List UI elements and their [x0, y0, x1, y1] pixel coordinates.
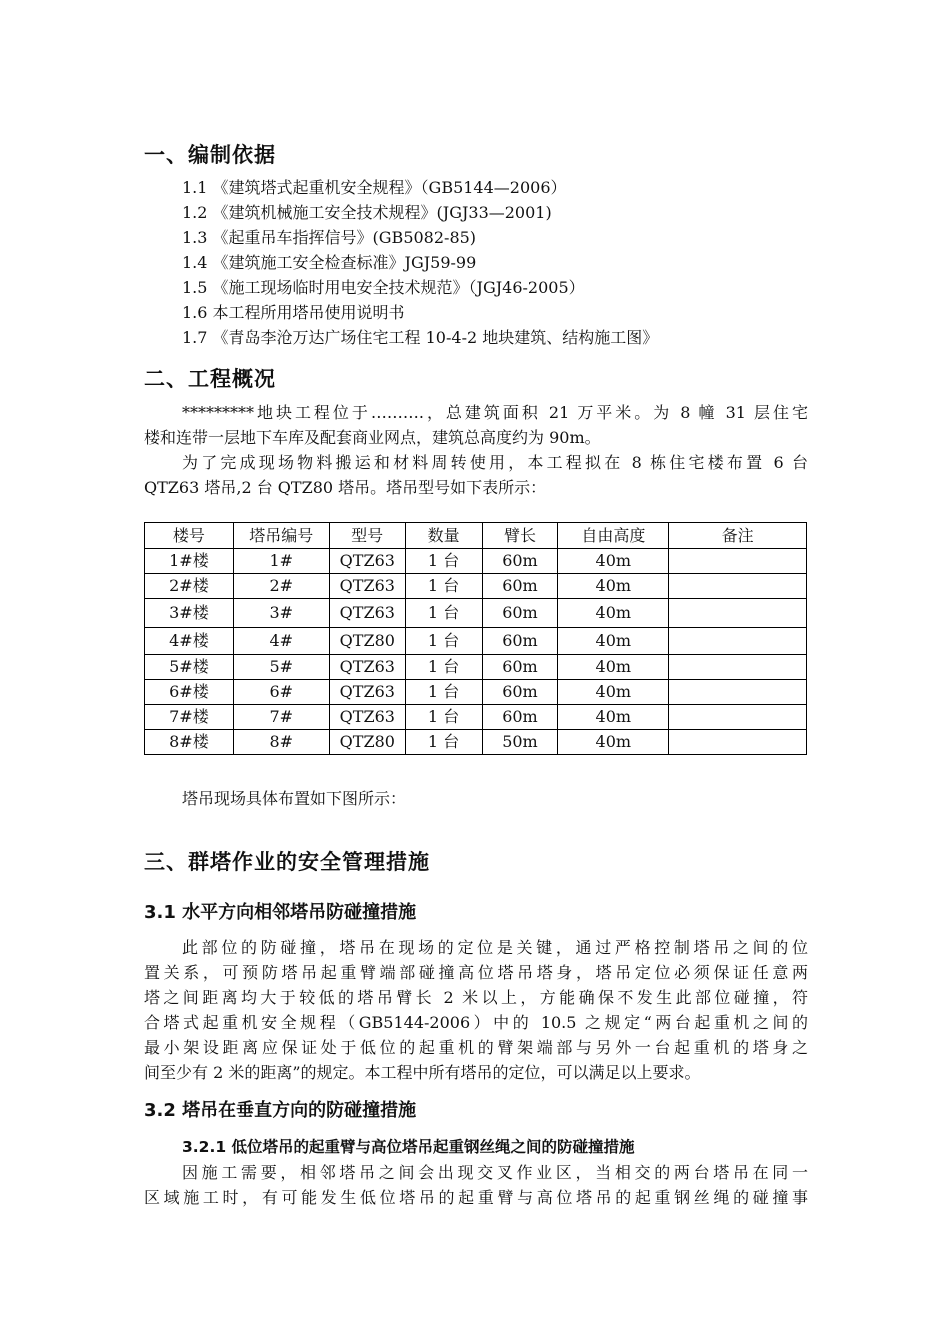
subsection-3-2-title: 3.2 塔吊在垂直方向的防碰撞措施 — [144, 1100, 417, 1121]
table-header-row — [145, 523, 807, 549]
reference-item: 1.4 《建筑施工安全检查标准》JGJ59-99 — [182, 253, 477, 272]
column-header: 楼号 — [145, 523, 234, 549]
column-header: 臂长 — [482, 523, 558, 549]
table-cell: 60m — [482, 599, 558, 628]
reference-item: 1.2 《建筑机械施工安全技术规程》(JGJ33—2001) — [182, 203, 552, 222]
table-cell: QTZ63 — [329, 549, 405, 574]
section-1-title: 一、编制依据 — [144, 143, 276, 167]
table-row — [145, 730, 807, 755]
table-cell: 40m — [558, 549, 669, 574]
overview-paragraph-line: QTZ63 塔吊,2 台 QTZ80 塔吊。塔吊型号如下表所示： — [144, 478, 547, 497]
column-header: 备注 — [669, 523, 807, 549]
table-row — [145, 655, 807, 680]
table-cell: QTZ80 — [329, 730, 405, 755]
column-header: 数量 — [405, 523, 482, 549]
column-header: 型号 — [329, 523, 405, 549]
table-cell: 1 台 — [405, 730, 482, 755]
table-cell: 1 台 — [405, 549, 482, 574]
table-cell: QTZ63 — [329, 574, 405, 599]
layout-note: 塔吊现场具体布置如下图所示： — [182, 789, 407, 808]
table-cell: QTZ63 — [329, 680, 405, 705]
table-cell: 1 台 — [405, 599, 482, 628]
table-cell: QTZ63 — [329, 599, 405, 628]
table-cell: 40m — [558, 655, 669, 680]
table-cell: 1 台 — [405, 705, 482, 730]
section-3-title: 三、群塔作业的安全管理措施 — [144, 850, 430, 874]
body-line: 最小架设距离应保证处于低位的起重机的臂架端部与另外一台起重机的塔身之 — [144, 1038, 808, 1057]
table-cell: 60m — [482, 705, 558, 730]
column-header: 自由高度 — [558, 523, 669, 549]
table-cell: 40m — [558, 730, 669, 755]
table-cell — [669, 628, 807, 655]
table-cell: 40m — [558, 680, 669, 705]
table-cell: QTZ63 — [329, 705, 405, 730]
table-cell: 7#楼 — [145, 705, 234, 730]
reference-item: 1.6 本工程所用塔吊使用说明书 — [182, 303, 405, 322]
body-line: 塔之间距离均大于较低的塔吊臂长 2 米以上，方能确保不发生此部位碰撞，符 — [144, 988, 808, 1007]
table-row — [145, 628, 807, 655]
table-row — [145, 549, 807, 574]
overview-paragraph-line: *********地块工程位于……….，总建筑面积 21 万平米。为 8 幢 31 层住宅 — [182, 403, 808, 422]
table-cell: 1# — [233, 549, 329, 574]
table-cell: 40m — [558, 574, 669, 599]
table-cell: 4# — [233, 628, 329, 655]
table-cell: 4#楼 — [145, 628, 234, 655]
table-cell: 2# — [233, 574, 329, 599]
subsection-3-2-1-title: 3.2.1 低位塔吊的起重臂与高位塔吊起重钢丝绳之间的防碰撞措施 — [182, 1138, 635, 1156]
table-row — [145, 680, 807, 705]
table-cell: 50m — [482, 730, 558, 755]
reference-item: 1.5 《施工现场临时用电安全技术规范》（JGJ46-2005） — [182, 278, 585, 297]
reference-item: 1.1 《建筑塔式起重机安全规程》（GB5144—2006） — [182, 178, 567, 197]
table-cell: 3# — [233, 599, 329, 628]
table-cell — [669, 574, 807, 599]
table-cell: 1 台 — [405, 628, 482, 655]
table-cell: 3#楼 — [145, 599, 234, 628]
table-cell: 1 台 — [405, 655, 482, 680]
table-row — [145, 705, 807, 730]
table-cell: 8# — [233, 730, 329, 755]
table-cell: 40m — [558, 628, 669, 655]
body-line: 此部位的防碰撞，塔吊在现场的定位是关键，通过严格控制塔吊之间的位 — [182, 938, 808, 957]
reference-item: 1.7 《青岛李沧万达广场住宅工程 10-4-2 地块建筑、结构施工图》 — [182, 328, 659, 347]
table-cell: 60m — [482, 574, 558, 599]
body-line: 区域施工时，有可能发生低位塔吊的起重臂与高位塔吊的起重钢丝绳的碰撞事 — [144, 1188, 808, 1207]
body-line: 合塔式起重机安全规程（GB5144-2006）中的 10.5 之规定“两台起重机之间的 — [144, 1013, 808, 1032]
table-cell: QTZ80 — [329, 628, 405, 655]
subsection-3-1-title: 3.1 水平方向相邻塔吊防碰撞措施 — [144, 902, 417, 923]
table-cell: 6#楼 — [145, 680, 234, 705]
table-cell: 1 台 — [405, 680, 482, 705]
table-cell: 2#楼 — [145, 574, 234, 599]
table-cell — [669, 549, 807, 574]
table-cell: 40m — [558, 705, 669, 730]
table-cell: 1#楼 — [145, 549, 234, 574]
table-cell — [669, 705, 807, 730]
table-row — [145, 599, 807, 628]
column-header: 塔吊编号 — [233, 523, 329, 549]
table-cell — [669, 655, 807, 680]
table-cell: 60m — [482, 655, 558, 680]
section-2-title: 二、工程概况 — [144, 367, 276, 391]
table-cell: 8#楼 — [145, 730, 234, 755]
table-cell — [669, 680, 807, 705]
table-cell: QTZ63 — [329, 655, 405, 680]
table-cell: 5#楼 — [145, 655, 234, 680]
table-cell — [669, 730, 807, 755]
body-line: 置关系，可预防塔吊起重臂端部碰撞高位塔吊塔身，塔吊定位必须保证任意两 — [144, 963, 808, 982]
reference-item: 1.3 《起重吊车指挥信号》(GB5082-85) — [182, 228, 477, 247]
table-cell: 1 台 — [405, 574, 482, 599]
tower-crane-table — [144, 522, 807, 755]
table-cell: 60m — [482, 680, 558, 705]
table-row — [145, 574, 807, 599]
overview-paragraph-line: 为了完成现场物料搬运和材料周转使用，本工程拟在 8 栋住宅楼布置 6 台 — [182, 453, 808, 472]
overview-paragraph-line: 楼和连带一层地下车库及配套商业网点，建筑总高度约为 90m。 — [144, 428, 601, 447]
table-cell: 7# — [233, 705, 329, 730]
body-line: 因施工需要，相邻塔吊之间会出现交叉作业区，当相交的两台塔吊在同一 — [182, 1163, 808, 1182]
table-cell: 5# — [233, 655, 329, 680]
body-line: 间至少有 2 米的距离”的规定。本工程中所有塔吊的定位，可以满足以上要求。 — [144, 1063, 701, 1082]
table-cell: 6# — [233, 680, 329, 705]
table-cell: 40m — [558, 599, 669, 628]
table-cell — [669, 599, 807, 628]
table-cell: 60m — [482, 549, 558, 574]
table-cell: 60m — [482, 628, 558, 655]
